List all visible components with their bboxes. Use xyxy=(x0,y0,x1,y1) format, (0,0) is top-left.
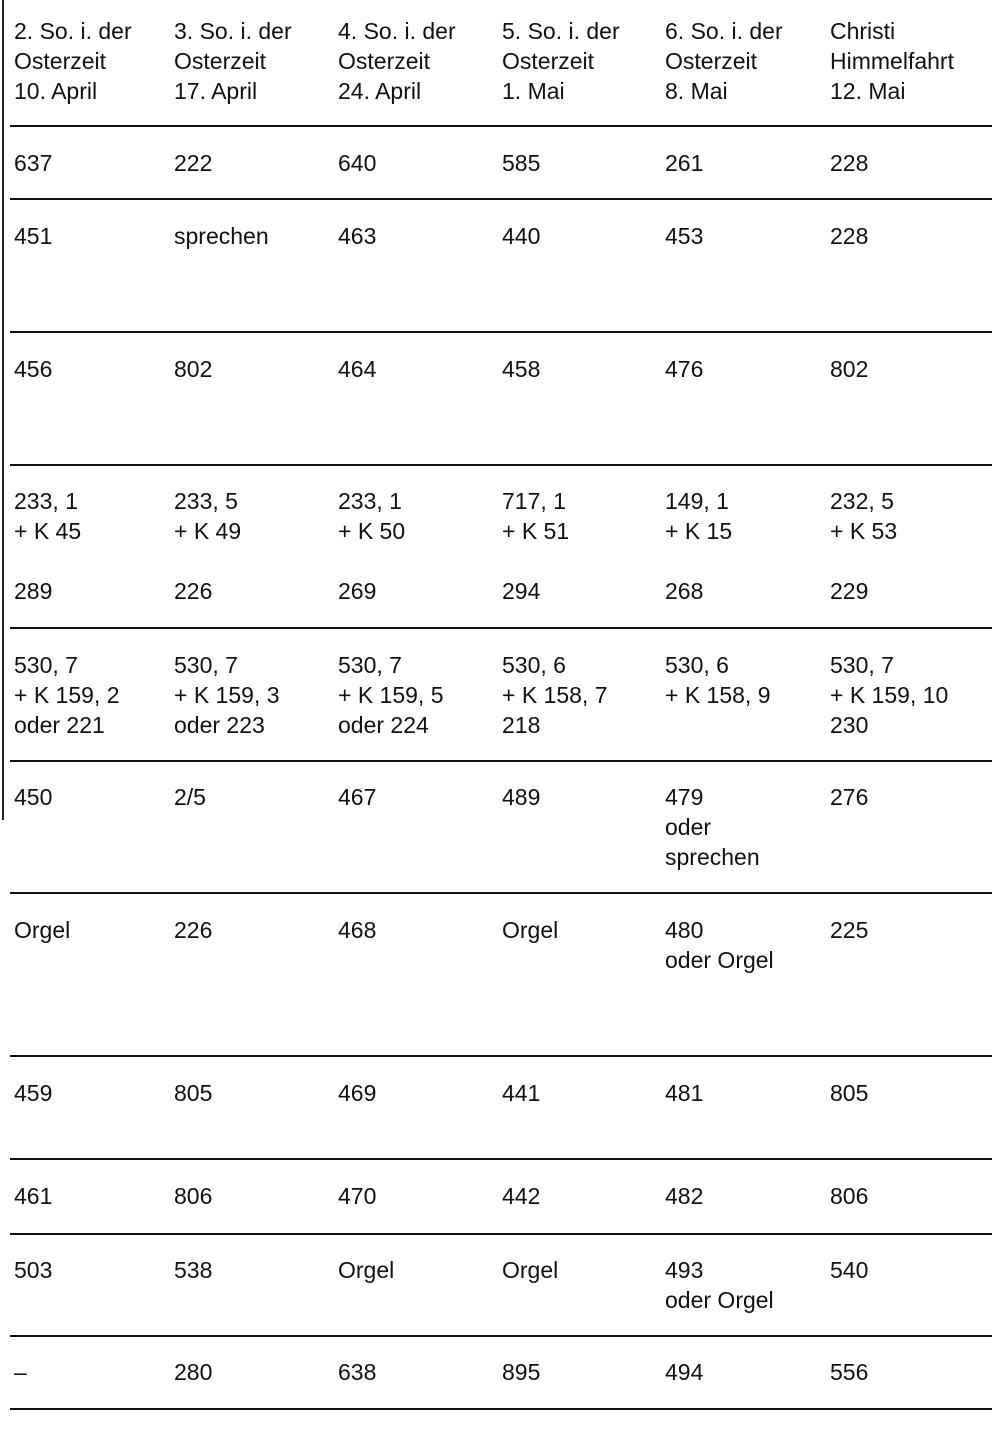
table-cell: 640 xyxy=(338,150,377,176)
column-header-5: 6. So. i. der Osterzeit 8. Mai xyxy=(665,18,783,104)
table-cell: Orgel xyxy=(338,1257,395,1283)
table-cell: 530, 7 + K 159, 10 230 xyxy=(830,652,949,738)
table-cell: 530, 7 + K 159, 5 oder 224 xyxy=(338,652,444,738)
table-cell: Orgel xyxy=(502,1257,559,1283)
table-cell: 456 xyxy=(14,356,53,382)
table-cell: 453 xyxy=(665,223,704,249)
table-cell: 805 xyxy=(174,1080,213,1106)
table-cell: 441 xyxy=(502,1080,541,1106)
row-divider xyxy=(10,1233,992,1235)
row-divider xyxy=(10,1158,992,1160)
table-cell: 233, 1 + K 45 289 xyxy=(14,488,82,604)
table-cell: 489 xyxy=(502,784,541,810)
table-cell: 440 xyxy=(502,223,541,249)
table-cell: 530, 7 + K 159, 2 oder 221 xyxy=(14,652,120,738)
table-cell: 805 xyxy=(830,1080,869,1106)
table-cell: 806 xyxy=(174,1183,213,1209)
table-cell: 476 xyxy=(665,356,704,382)
table-cell: 802 xyxy=(174,356,213,382)
table-cell: 556 xyxy=(830,1359,869,1385)
table-cell: 806 xyxy=(830,1183,869,1209)
table-cell: 450 xyxy=(14,784,53,810)
table-cell: Orgel xyxy=(14,917,71,943)
table-cell: 481 xyxy=(665,1080,704,1106)
table-cell: 228 xyxy=(830,150,869,176)
table-cell: 895 xyxy=(502,1359,541,1385)
table-cell: 463 xyxy=(338,223,377,249)
table-cell: 802 xyxy=(830,356,869,382)
table-cell: 226 xyxy=(174,917,213,943)
table-cell: 459 xyxy=(14,1080,53,1106)
table-cell: sprechen xyxy=(174,223,269,249)
table-cell: 530, 6 + K 158, 9 xyxy=(665,652,771,708)
table-cell: 479 oder sprechen xyxy=(665,784,760,870)
table-cell: 280 xyxy=(174,1359,213,1385)
row-divider xyxy=(10,760,992,762)
table-cell: 637 xyxy=(14,150,53,176)
row-divider xyxy=(10,1408,992,1410)
column-header-6: Christi Himmelfahrt 12. Mai xyxy=(830,18,954,104)
table-cell: 261 xyxy=(665,150,704,176)
column-header-2: 3. So. i. der Osterzeit 17. April xyxy=(174,18,292,104)
table-cell: 482 xyxy=(665,1183,704,1209)
table-cell: 461 xyxy=(14,1183,53,1209)
table-cell: – xyxy=(14,1359,27,1385)
table-cell: 717, 1 + K 51 294 xyxy=(502,488,570,604)
table-cell: 2/5 xyxy=(174,784,206,810)
table-cell: 503 xyxy=(14,1257,53,1283)
row-divider xyxy=(10,125,992,127)
table-cell: 494 xyxy=(665,1359,704,1385)
row-divider xyxy=(10,1335,992,1337)
table-cell: 228 xyxy=(830,223,869,249)
column-header-1: 2. So. i. der Osterzeit 10. April xyxy=(14,18,132,104)
table-cell: 233, 5 + K 49 226 xyxy=(174,488,242,604)
table-cell: 480 oder Orgel xyxy=(665,917,774,973)
table-cell: 585 xyxy=(502,150,541,176)
table-cell: 451 xyxy=(14,223,53,249)
table-cell: 458 xyxy=(502,356,541,382)
table-cell: 233, 1 + K 50 269 xyxy=(338,488,406,604)
table-cell: 530, 6 + K 158, 7 218 xyxy=(502,652,608,738)
table-cell: 538 xyxy=(174,1257,213,1283)
row-divider xyxy=(10,464,992,466)
table-cell: 276 xyxy=(830,784,869,810)
table-cell: 469 xyxy=(338,1080,377,1106)
column-header-4: 5. So. i. der Osterzeit 1. Mai xyxy=(502,18,620,104)
table-cell: 149, 1 + K 15 268 xyxy=(665,488,733,604)
table-cell: 638 xyxy=(338,1359,377,1385)
row-divider xyxy=(10,331,992,333)
table-cell: 468 xyxy=(338,917,377,943)
table-cell: 442 xyxy=(502,1183,541,1209)
table-cell: 530, 7 + K 159, 3 oder 223 xyxy=(174,652,280,738)
table-cell: 222 xyxy=(174,150,213,176)
table-cell: 470 xyxy=(338,1183,377,1209)
table-cell: 540 xyxy=(830,1257,869,1283)
table-cell: Orgel xyxy=(502,917,559,943)
table-cell: 493 oder Orgel xyxy=(665,1257,774,1313)
column-header-3: 4. So. i. der Osterzeit 24. April xyxy=(338,18,456,104)
table-cell: 232, 5 + K 53 229 xyxy=(830,488,898,604)
row-divider xyxy=(10,1055,992,1057)
table-cell: 225 xyxy=(830,917,869,943)
table-cell: 464 xyxy=(338,356,377,382)
row-divider xyxy=(10,198,992,200)
row-divider xyxy=(10,892,992,894)
row-divider xyxy=(10,627,992,629)
left-margin-rule xyxy=(2,0,4,820)
table-cell: 467 xyxy=(338,784,377,810)
